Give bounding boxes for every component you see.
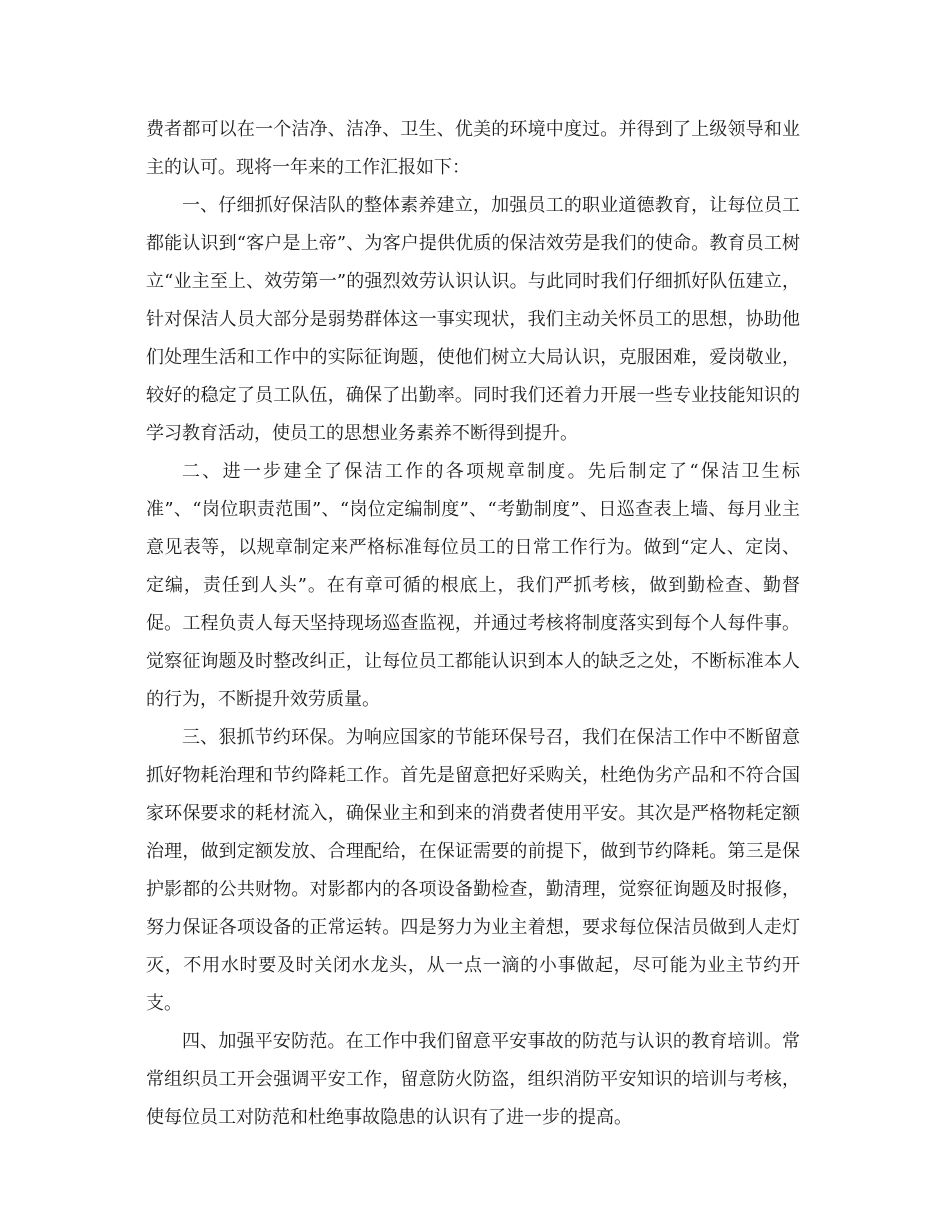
paragraph-safety: 四、加强平安防范。在工作中我们留意平安事故的防范与认识的教育培训。常常组织员工开会强调平安工作，留意防火防盗，组织消防平安知识的培训与考核，使每位员工对防范和杜绝事故隐患的认识有了进一步的提高。 <box>146 1031 800 1128</box>
paragraph-saving-environment: 三、狠抓节约环保。为响应国家的节能环保号召，我们在保洁工作中不断留意抓好物耗治理和节约降耗工作。首先是留意把好采购关，杜绝伪劣产品和不符合国家环保要求的耗材流入，确保业主和到来的消费者使用平安。其次是严格物耗定额治理，做到定额发放、合理配给，在保证需要的前提下，做到节约降耗。第三是保护影都的公共财物。对影都内的各项设备勤检查，勤清理，觉察征询题及时报修，努力保证各项设备的正常运转。四是努力为业主着想，要求每位保洁员做到人走灯灭，不用水时要及时关闭水龙头，从一点一滴的小事做起，尽可能为业主节约开支。 <box>146 727 800 1014</box>
paragraph-continuation: 费者都可以在一个洁净、洁净、卫生、优美的环境中度过。并得到了上级领导和业主的认可。现将一年来的工作汇报如下： <box>146 119 800 178</box>
paragraph-team-quality: 一、仔细抓好保洁队的整体素养建立，加强员工的职业道德教育，让每位员工都能认识到“客户是上帝”、为客户提供优质的保洁效劳是我们的使命。教育员工树立“业主至上、效劳第一”的强烈效劳认识认识。与此同时我们仔细抓好队伍建立，针对保洁人员大部分是弱势群体这一事实现状，我们主动关怀员工的思想，协助他们处理生活和工作中的实际征询题，使他们树立大局认识，克服困难，爱岗敬业，较好的稳定了员工队伍，确保了出勤率。同时我们还着力开展一些专业技能知识的学习教育活动，使员工的思想业务素养不断得到提升。 <box>146 195 800 444</box>
paragraph-rules-system: 二、进一步建全了保洁工作的各项规章制度。先后制定了“保洁卫生标准”、“岗位职责范围”、“岗位定编制度”、“考勤制度”、日巡查表上墙、每月业主意见表等，以规章制定来严格标准每位员工的日常工作行为。做到“定人、定岗、定编，责任到人头”。在有章可循的根底上，我们严抓考核，做到勤检查、勤督促。工程负责人每天坚持现场巡查监视，并通过考核将制度落实到每个人每件事。觉察征询题及时整改纠正，让每位员工都能认识到本人的缺乏之处，不断标准本人的行为，不断提升效劳质量。 <box>146 461 800 710</box>
document-body <box>146 111 800 1137</box>
